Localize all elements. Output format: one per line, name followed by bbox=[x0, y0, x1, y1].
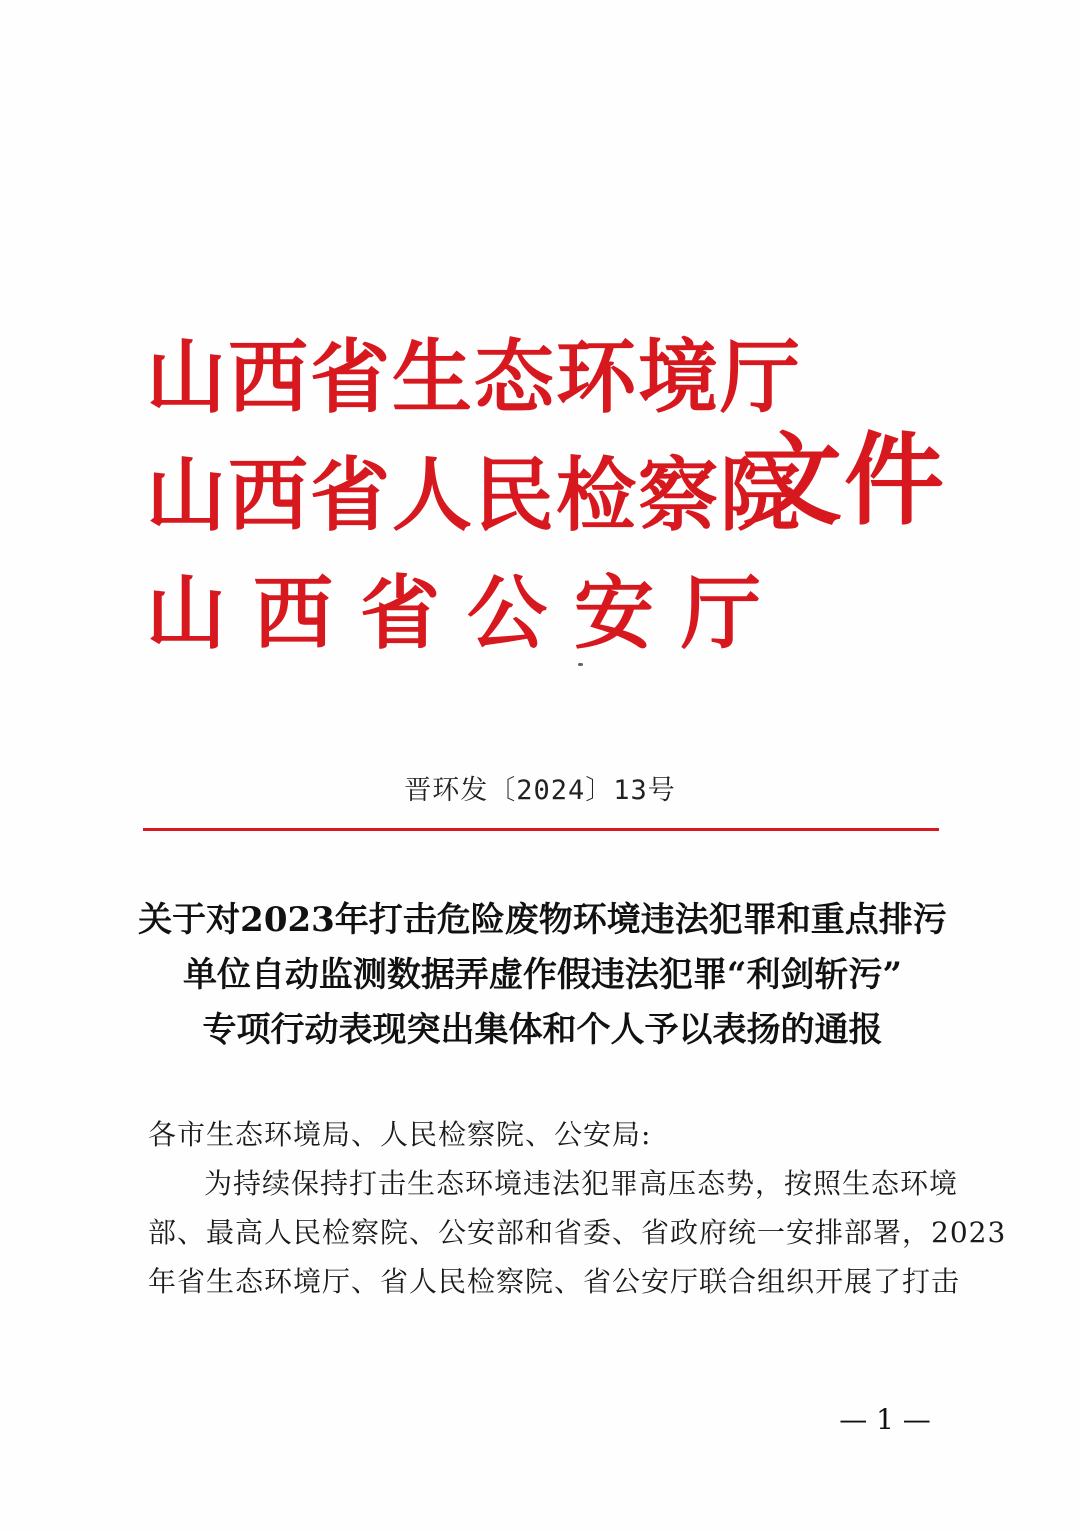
paragraph-line: 为持续保持打击生态环境违法犯罪高压态势，按照生态环境 bbox=[204, 1167, 959, 1200]
document-title bbox=[120, 893, 965, 1058]
salutation: 各市生态环境局、人民检察院、公安局: bbox=[148, 1118, 652, 1151]
page-number: — 1 — bbox=[839, 1403, 931, 1436]
document-body bbox=[148, 1110, 1007, 1306]
document-number: 晋环发〔2024〕13号 bbox=[404, 775, 676, 806]
document-suffix: 文件 bbox=[742, 421, 946, 539]
scan-mark bbox=[578, 663, 583, 666]
issuer-block bbox=[146, 318, 802, 672]
title-line: 关于对2023年打击危险废物环境违法犯罪和重点排污 bbox=[138, 900, 947, 940]
title-line: 单位自动监测数据弄虚作假违法犯罪“利剑斩污” bbox=[182, 955, 903, 995]
title-line: 专项行动表现突出集体和个人予以表扬的通报 bbox=[202, 1010, 883, 1050]
red-separator-line bbox=[143, 828, 939, 831]
issuer-public-security-dept: 山西省公安厅 bbox=[146, 566, 788, 660]
paragraph-line: 年省生态环境厅、省人民检察院、省公安厅联合组织开展了打击 bbox=[148, 1265, 961, 1298]
issuer-environment-dept: 山西省生态环境厅 bbox=[146, 330, 802, 424]
issuer-procuratorate: 山西省人民检察院 bbox=[146, 448, 802, 542]
paragraph-line: 部、最高人民检察院、公安部和省委、省政府统一安排部署，2023 bbox=[148, 1216, 1007, 1249]
